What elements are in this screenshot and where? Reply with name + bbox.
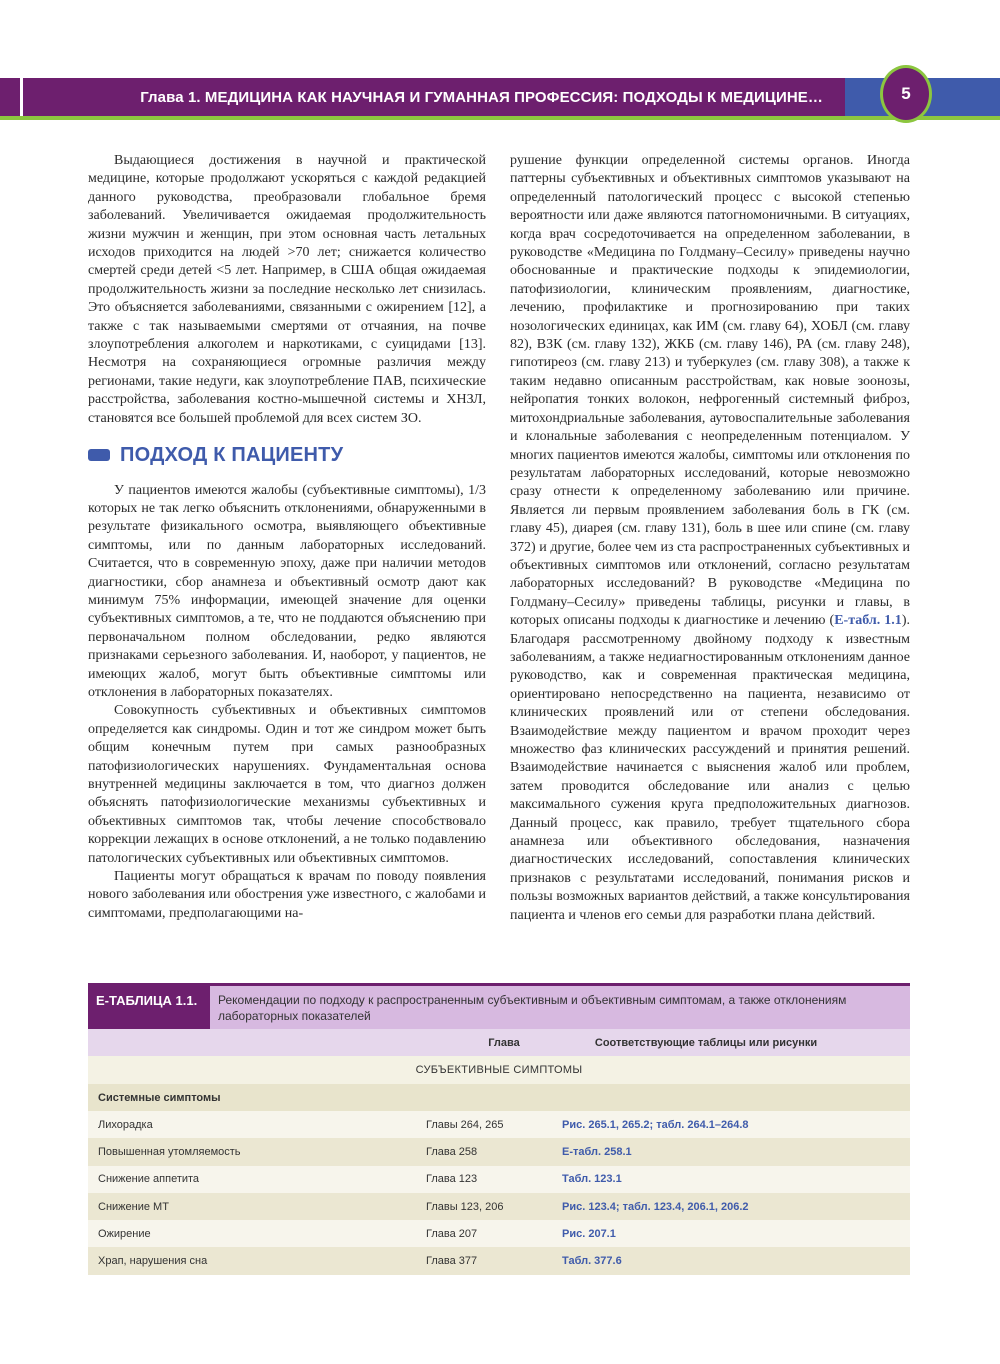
symptom-cell: Снижение МТ xyxy=(98,1200,169,1213)
table-category-row xyxy=(88,1084,910,1111)
symptom-cell: Лихорадка xyxy=(98,1118,153,1131)
paragraph: Выдающиеся достижения в научной и практической медицине, которые продолжают ускоряться с каждой редакцией данного руководства, преобразовали глобальное бремя заболеваний. Увеличивается ожидаемая продолжительность жизни мужчин и женщин, при этом основная часть летальных исходов приходится на людей >70 лет; снижается количество смертей среди детей <5 лет. Например, в США общая ожидаемая продолжительность жизни за последние несколько лет снизилась. Это объясняется заболеваниями, связанными с ожирением [12], а также с так называемыми смертями от отчаяния, на почве злоупотребления алкоголем и наркотиками, с суицидами [13]. Несмотря на сохраняющиеся огромные различия между регионами, такие недуги, как злоупотребление ПАВ, психические расстройства, заболевания костно-мышечной системы и ХНЗЛ, становятся все большей проблемой для всех систем ЗО. xyxy=(88,153,486,426)
table-label: Е-ТАБЛИЦА 1.1. xyxy=(88,983,210,1029)
column-header-chapter: Глава xyxy=(488,1036,520,1049)
table-row xyxy=(88,1166,910,1193)
paragraph: У пациентов имеются жалобы (субъективные симптомы), 1/3 которых не так легко объяснить отклонениями, обнаруженными в результате физикального осмотра, выявляющего объективные симптомы, или по данным лабораторных исследований. Считается, что в современную эпоху, даже при наличии методов диагностики, сбор анамнеза и объективный осмотр дают как минимум 75% информации, имеющей значение для оценки субъективных симптомов, а те, что не поддаются объяснению при первоначальном полном обследовании, редко являются признаками серьезного заболевания. И, наоборот, у пациентов, не имеющих жалоб, могут быть объективные симптомы или отклонения в лабораторных показателях. xyxy=(88,482,486,700)
symptom-cell: Повышенная утомляемость xyxy=(98,1145,241,1158)
refs-link[interactable]: Табл. 377.6 xyxy=(562,1255,622,1268)
paragraph-text: рушение функции определенной системы органов. Иногда паттерны субъективных и объективных симптомов указывают на определенный патологический процесс с высокой степенью вероятности или даже являются патогномоничными. В ситуациях, когда врач сосредоточивается на определенном заболевании, в руководстве «Медицина по Голдману–Сесилу» приведены научно обоснованные и практические подходы к эпидемиологии, патофизиологии, клиническим проявлениям, диагностике, лечению, профилактике и прогнозированию при таких нозологических единицах, как ИМ (см. главу 64), ХОБЛ (см. главу 82), ВЗК (см. главу 132), ЖКБ (см. главу 146), РА (см. главу 248), гипотиреоз (см. главу 213) и туберкулез (см. главу 308), а также к таким недавно описанным расстройствам, как новые зоонозы, нейропатия тонких волокон, нефрогенный системный фиброз, митохондриальные заболевания, аутовоспалительные заболевания и клональные заболевания с неопределенным потенциалом. У многих пациентов имеются жалобы, симптомы или отклонения по результатам лабораторных исследований, которые невозможно сразу отнести к определенному заболеванию или причине. Является ли первым проявлением заболевания боль в ГК (см. главу 45), диарея (см. главу 131), боль в шее или спине (см. главу 372) и другие, более чем из ста распространенных субъективных и объективных симптомов или отклонений, согласно результатам лабораторных исследований? В руководстве «Медицина по Голдману–Сесилу» приведены таблицы, рисунки и главы, в которых описаны подходы к диагностике и лечению ( xyxy=(510,153,910,629)
paragraph xyxy=(510,152,910,925)
table-column-header-row xyxy=(88,1029,910,1056)
paragraph: Пациенты могут обращаться к врачам по поводу появления нового заболевания или обострения уже известного, с жалобами и симптомами, предполагающими на- xyxy=(88,869,486,921)
table-title: Рекомендации по подходу к распространенным субъективным и объективным симптомам, а также отклонениям лабораторных показателей xyxy=(210,983,910,1029)
section-title: ПОДХОД К ПАЦИЕНТУ xyxy=(120,444,344,467)
chapter-header: Глава 1. МЕДИЦИНА КАК НАУЧНАЯ И ГУМАННАЯ ПРОФЕССИЯ: ПОДХОДЫ К МЕДИЦИНЕ… xyxy=(23,78,845,116)
page-number: 5 xyxy=(901,84,911,103)
chapter-cell: Главы 264, 265 xyxy=(426,1118,504,1131)
table-header xyxy=(88,983,910,1029)
refs-link[interactable]: Рис. 123.4; табл. 123.4, 206.1, 206.2 xyxy=(562,1200,749,1213)
paragraph: Совокупность субъективных и объективных симптомов определяется как синдромы. Один и тот же синдром может быть общим конечным путем при самых разнообразных патофизиологических нарушениях. Фундаментальная основа внутренней медицины заключается в том, что диагноз должен объяснять патофизиологические механизмы субъективных и объективных симптомов так, чтобы лечение способствовало коррекции лежащих в основе отклонений, а не только подавлению патологических субъективных или объективных симптомов. xyxy=(88,703,486,866)
left-column xyxy=(88,152,486,923)
table-reference-link[interactable]: Е-табл. 1.1 xyxy=(834,613,902,629)
chapter-cell: Глава 258 xyxy=(426,1145,478,1158)
section-marker-icon xyxy=(88,449,110,461)
chapter-cell: Глава 207 xyxy=(426,1227,478,1240)
header-left-block xyxy=(0,78,20,116)
table-row xyxy=(88,1138,910,1165)
symptom-cell: Храп, нарушения сна xyxy=(98,1255,208,1268)
chapter-cell: Главы 123, 206 xyxy=(426,1200,504,1213)
table-row xyxy=(88,1247,910,1274)
paragraph-text: ). Благодаря рассмотренному двойному подходу к известным заболеваниям, а также недиагностированным отклонениям данное руководство, как и современная практическая медицина, ориентировано непосредственно на пациента, независимо от клинических проявлений или от степени обследования. Взаимодействие между пациентом и врачом проходит через множество фаз клинических рассуждений и принятия решений. Взаимодействие начинается с выяснения жалоб или проблем, затем проводится обследование или анализ с целью максимального сужения круга предположительных диагнозов. Данный процесс, как правило, требует тщательного сбора анамнеза или объективного обследования, назначения диагностических исследований, сопоставления клинических признаков с результатами исследований, понимания рисков и пользы возможных вариантов действий, а также консультирования пациента и членов его семьи для разработки плана действий. xyxy=(510,613,910,923)
chapter-cell: Глава 377 xyxy=(426,1255,478,1268)
table-row xyxy=(88,1220,910,1247)
symptom-cell: Снижение аппетита xyxy=(98,1173,200,1186)
group-label: СУБЪЕКТИВНЫЕ СИМПТОМЫ xyxy=(415,1064,583,1076)
e-table-1-1 xyxy=(88,983,910,1275)
header-rule xyxy=(0,116,1000,120)
column-header-refs: Соответствующие таблицы или рисунки xyxy=(594,1036,818,1049)
page-number-badge xyxy=(880,65,932,123)
refs-link[interactable]: Рис. 265.1, 265.2; табл. 264.1–264.8 xyxy=(562,1118,749,1131)
table-row xyxy=(88,1193,910,1220)
table-group-row xyxy=(88,1056,910,1084)
chapter-cell: Глава 123 xyxy=(426,1173,478,1186)
table-row xyxy=(88,1111,910,1138)
refs-link[interactable]: Е-табл. 258.1 xyxy=(562,1145,632,1158)
section-heading xyxy=(88,444,486,467)
right-column xyxy=(510,152,910,925)
refs-link[interactable]: Рис. 207.1 xyxy=(562,1227,616,1240)
category-label: Системные симптомы xyxy=(98,1091,221,1104)
symptom-cell: Ожирение xyxy=(98,1227,151,1240)
refs-link[interactable]: Табл. 123.1 xyxy=(562,1173,622,1186)
